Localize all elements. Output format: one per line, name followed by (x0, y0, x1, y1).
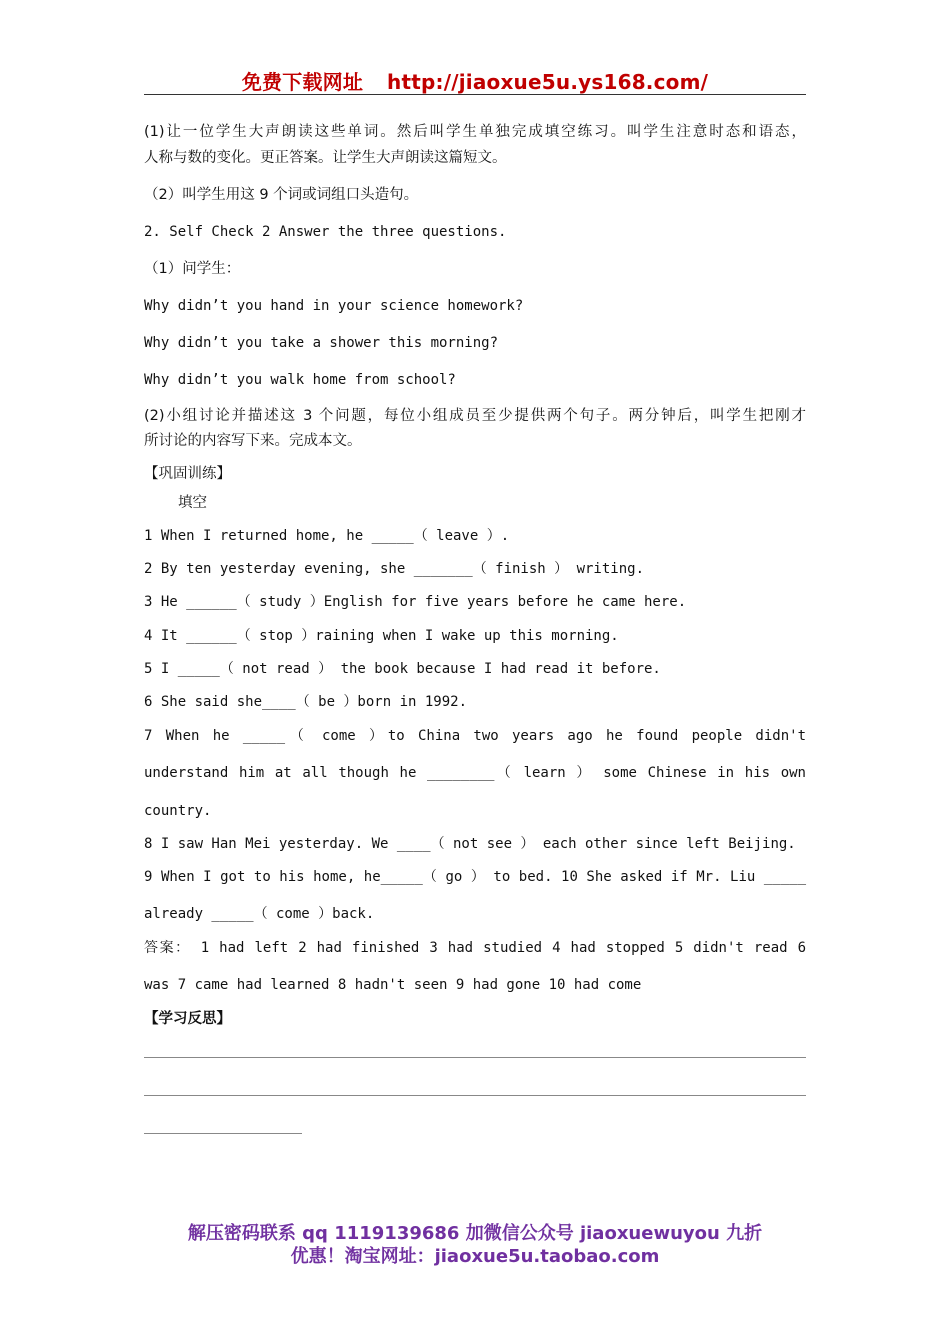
exercise-8: 8 I saw Han Mei yesterday. We ____（ not see ） each other since left Beijing. (144, 836, 796, 852)
exercise-6: 6 She said she____（ be ）born in 1992. (144, 694, 468, 710)
reflection-line-1 (144, 1057, 806, 1058)
question-1: Why didn’t you hand in your science homework? (144, 298, 524, 314)
reflection-line-3 (144, 1133, 302, 1134)
subsection-fill-in: 填空 (178, 495, 207, 511)
footer-line-1: 解压密码联系 qq 1119139686 加微信公众号 jiaoxuewuyou 九折 (187, 1223, 763, 1244)
paragraph-1-line-2: 人称与数的变化。更正答案。让学生大声朗读这篇短文。 (144, 150, 507, 166)
paragraph-3: 2. Self Check 2 Answer the three questions. (144, 224, 507, 240)
exercise-9-line-2: already _____（ come ）back. (144, 906, 375, 922)
question-3: Why didn’t you walk home from school? (144, 372, 456, 388)
answers-line-2: was 7 came had learned 8 hadn't seen 9 had gone 10 had come (144, 977, 642, 993)
paragraph-2: （2）叫学生用这 9 个词或词组口头造句。 (144, 187, 419, 203)
paragraph-5-line-2: 所讨论的内容写下来。完成本文。 (144, 433, 362, 449)
exercise-1: 1 When I returned home, he _____（ leave ）. (144, 528, 510, 544)
exercise-3: 3 He ______（ study ）English for five years before he came here. (144, 594, 687, 610)
exercise-7-line-1: 7 When he _____（ come ）to China two years ago he found people didn't (144, 728, 806, 744)
paragraph-1-line-1: (1)让一位学生大声朗读这些单词。然后叫学生单独完成填空练习。叫学生注意时态和语态， (144, 124, 806, 140)
footer-line-2: 优惠！淘宝网址：jiaoxue5u.taobao.com (290, 1246, 660, 1267)
exercise-4: 4 It ______（ stop ）raining when I wake up this morning. (144, 628, 619, 644)
header-url-link[interactable]: http://jiaoxue5u.ys168.com/ (387, 70, 709, 94)
exercise-5: 5 I _____（ not read ） the book because I had read it before. (144, 661, 661, 677)
exercise-7-line-2: understand him at all though he ________（ learn ） some Chinese in his own (144, 765, 806, 781)
section-heading-reflection: 【学习反思】 (144, 1011, 231, 1027)
header-divider (144, 94, 806, 95)
answers-line-1: 答案： 1 had left 2 had finished 3 had studied 4 had stopped 5 didn't read 6 (144, 940, 806, 956)
page-header (144, 66, 806, 95)
paragraph-4: （1）问学生： (144, 261, 241, 277)
question-2: Why didn’t you take a shower this morning? (144, 335, 499, 351)
exercise-7-line-3: country. (144, 803, 212, 819)
reflection-line-2 (144, 1095, 806, 1096)
exercise-2: 2 By ten yesterday evening, she _______（ finish ） writing. (144, 561, 645, 577)
exercise-9-line-1: 9 When I got to his home, he_____（ go ） to bed. 10 She asked if Mr. Liu _____ (144, 869, 806, 885)
paragraph-5-line-1: (2)小组讨论并描述这 3 个问题，每位小组成员至少提供两个句子。两分钟后，叫学生把刚才 (144, 408, 806, 424)
header-title: 免费下载网址 (241, 70, 364, 94)
section-heading-practice: 【巩固训练】 (144, 466, 231, 482)
